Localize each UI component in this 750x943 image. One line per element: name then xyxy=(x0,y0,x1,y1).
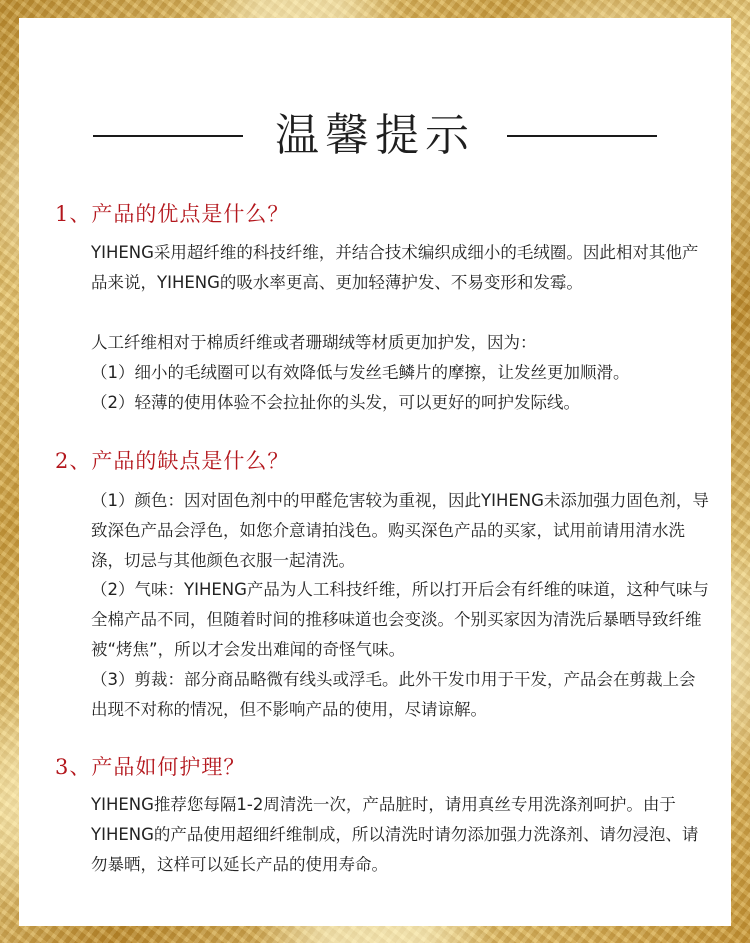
page-header xyxy=(19,106,731,166)
page-title: 温馨提示 xyxy=(275,110,475,161)
section-1-paragraph-2: 人工纤维相对于棉质纤维或者珊瑚绒等材质更加护发，因为： xyxy=(91,333,537,352)
header-rule-right xyxy=(507,135,657,137)
section-1-title: 1、产品的优点是什么？ xyxy=(55,202,290,226)
content-card xyxy=(19,18,731,926)
section-3-title: 3、产品如何护理？ xyxy=(55,755,246,779)
section-1-paragraph-3: （1）细小的毛绒圈可以有效降低与发丝毛鳞片的摩擦，让发丝更加顺滑。 xyxy=(91,363,630,382)
section-3-paragraph-1: YIHENG推荐您每隔1-2周清洗一次，产品脏时，请用真丝专用洗涤剂呵护。由于YIHENG的产品使用超细纤维制成，所以清洗时请勿添加强力洗涤剂、请勿浸泡、请勿暴晒，这样可以延长产品的使用寿命。 xyxy=(91,795,699,874)
section-2-title: 2、产品的缺点是什么？ xyxy=(55,449,290,473)
section-1-paragraph-4: （2）轻薄的使用体验不会拉扯你的头发，可以更好的呵护发际线。 xyxy=(91,393,580,412)
header-rule-left xyxy=(93,135,243,137)
section-2-paragraph-1: （1）颜色：因对固色剂中的甲醛危害较为重视，因此YIHENG未添加强力固色剂，导致深色产品会浮色，如您介意请拍浅色。购买深色产品的买家，试用前请用清水洗涤，切忌与其他颜色衣服一起清洗。 xyxy=(91,491,709,570)
section-1-paragraph-1: YIHENG采用超纤维的科技纤维，并结合技术编织成细小的毛绒圈。因此相对其他产品来说，YIHENG的吸水率更高、更加轻薄护发、不易变形和发霉。 xyxy=(91,243,699,292)
section-2-paragraph-3: （3）剪裁：部分商品略微有线头或浮毛。此外干发巾用于干发，产品会在剪裁上会出现不对称的情况，但不影响产品的使用，尽请谅解。 xyxy=(91,670,696,719)
section-2-paragraph-2: （2）气味：YIHENG产品为人工科技纤维，所以打开后会有纤维的味道，这种气味与全棉产品不同，但随着时间的推移味道也会变淡。个别买家因为清洗后暴晒导致纤维被“烤焦”，所以才会发出难闻的奇怪气味。 xyxy=(91,580,709,659)
